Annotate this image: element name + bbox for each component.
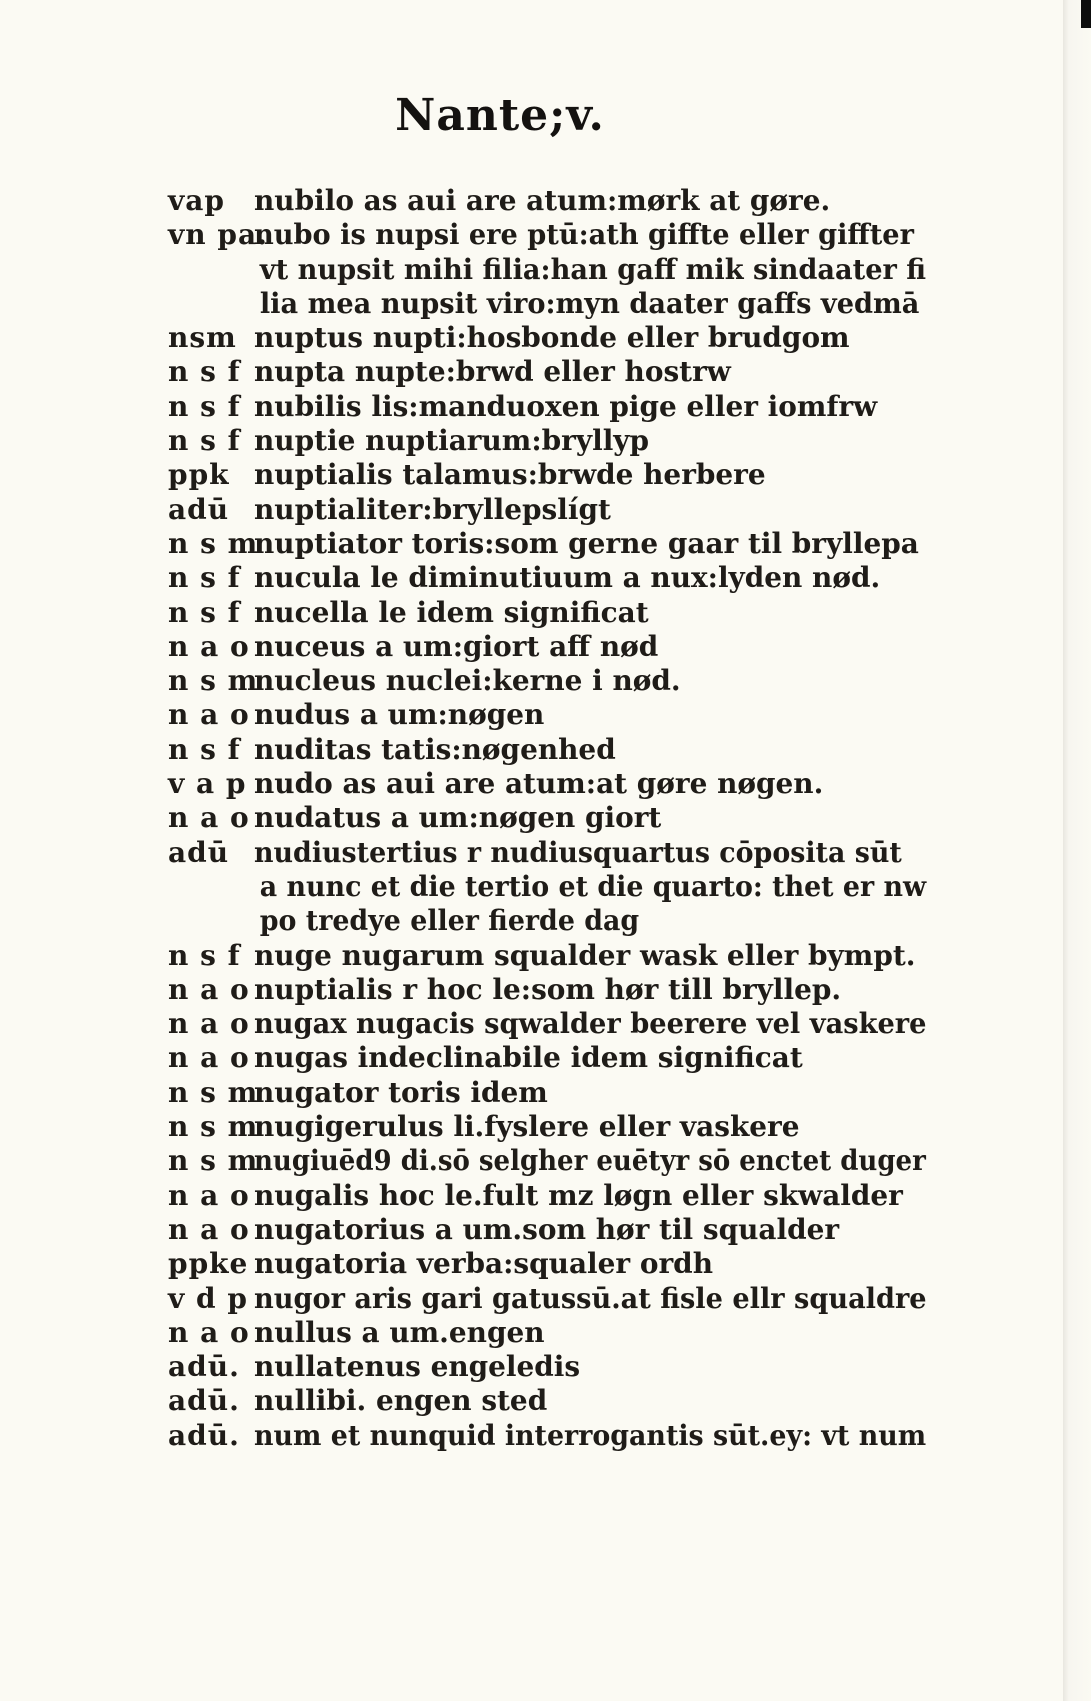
headword-line: nugatoria verba:squaler ordh [254,1247,713,1281]
entry-definition [254,1213,928,1247]
dictionary-entry [168,390,928,424]
entry-definition [254,698,928,732]
scanner-edge-mark [1081,0,1091,28]
headword-line: nuptialiter:bryllepslígt [254,492,611,526]
headword-line: nugator toris idem [254,1075,548,1109]
page-heading: Nante;v. [395,90,605,141]
entry-definition [254,1110,928,1144]
grammar-abbreviation: ppk [168,458,230,492]
dictionary-entry [168,1384,928,1418]
headword-line: nugatorius a um.som hør til squalder [254,1212,840,1246]
dictionary-entry [168,1213,928,1247]
entry-definition [254,1316,928,1350]
headword-line: nuge nugarum squalder wask eller bympt. [254,938,916,972]
grammar-abbreviation: n a o [168,1041,250,1075]
entry-definition [254,458,928,492]
headword-line: nuptiator toris:som gerne gaar til bryllepa [254,526,919,560]
entry-definition [254,1384,928,1418]
entry-definition [254,493,928,527]
dictionary-entry [168,1247,928,1281]
headword-line: nuptialis talamus:brwde herbere [254,458,766,492]
grammar-abbreviation: n s m [168,664,259,698]
grammar-abbreviation: n s m [168,1075,259,1109]
dictionary-entry [168,596,928,630]
dictionary-entry [168,973,928,1007]
grammar-abbreviation: n s m [168,1110,259,1144]
dictionary-entry [168,836,928,939]
headword-line: nugor aris gari gatussū.at fisle ellr squaldre [254,1281,927,1315]
headword-line: nullus a um.engen [254,1315,545,1349]
grammar-abbreviation: n s m [168,526,259,560]
dictionary-entries [168,184,928,1453]
headword-line: nucleus nuclei:kerne i nød. [254,664,681,698]
headword-line: nugax nugacis sqwalder beerere vel vaskere [254,1007,927,1041]
dictionary-entry [168,184,928,218]
headword-line: nullatenus engeledis [254,1350,581,1384]
grammar-abbreviation: adū [168,492,230,526]
dictionary-entry [168,767,928,801]
headword-line: nuditas tatis:nøgenhed [254,732,616,766]
dictionary-entry [168,1076,928,1110]
grammar-abbreviation: n a o [168,1315,250,1349]
grammar-abbreviation: n s f [168,389,241,423]
headword-line: nuceus a um:giort aff nød [254,629,659,663]
entry-definition [254,424,928,458]
headword-line: nuptialis r hoc le:som hør till bryllep. [254,972,842,1006]
entry-definition [254,321,928,355]
dictionary-entry [168,1110,928,1144]
grammar-abbreviation: n a o [168,801,250,835]
headword-line: nucella le idem significat [254,595,649,629]
headword-line: nucula le diminutiuum a nux:lyden nød. [254,561,881,595]
entry-definition [254,664,928,698]
headword-line: nudatus a um:nøgen giort [254,801,662,835]
entry-definition [254,1419,955,1453]
headword-line: nubo is nupsi ere ptū:ath giffte eller giffter [254,218,914,252]
grammar-abbreviation: n s f [168,732,241,766]
grammar-abbreviation: adū. [168,1350,240,1384]
continuation-line: vt nupsit mihi filia:han gaff mik sindaater fi [259,252,927,286]
headword-line: nudus a um:nøgen [254,698,545,732]
entry-definition [254,1350,928,1384]
entry-definition [254,767,928,801]
entry-definition [254,1041,928,1075]
entry-definition [254,561,928,595]
dictionary-entry [168,1179,928,1213]
grammar-abbreviation: adū [168,835,230,869]
entry-definition [254,1179,928,1213]
grammar-abbreviation: nsm [168,321,237,355]
headword-line: nudo as aui are atum:at gøre nøgen. [254,767,824,801]
grammar-abbreviation: ppke [168,1247,249,1281]
headword-line: nugigerulus li.fyslere eller vaskere [254,1110,800,1144]
headword-line: nudiustertius r nudiusquartus cōposita sūt [254,835,902,869]
entry-definition [254,1282,947,1316]
dictionary-entry [168,527,928,561]
headword-line: nubilo as aui are atum:mørk at gøre. [254,184,831,217]
grammar-abbreviation: n a o [168,1007,250,1041]
entry-definition [254,218,946,321]
dictionary-entry [168,458,928,492]
grammar-abbreviation: vap [168,184,225,217]
dictionary-entry [168,321,928,355]
entry-definition [254,801,928,835]
dictionary-entry [168,1007,928,1041]
grammar-abbreviation: v a p [168,767,247,801]
entry-definition [254,1247,928,1281]
page-edge-shadow [1063,0,1091,1701]
grammar-abbreviation: n a o [168,1212,250,1246]
entry-definition [254,630,928,664]
entry-definition [254,527,928,561]
headword-line: nuptus nupti:hosbonde eller brudgom [254,321,850,355]
entry-definition [254,733,928,767]
entry-definition [254,939,928,973]
dictionary-entry [168,698,928,732]
dictionary-entry [168,1316,928,1350]
dictionary-entry [168,801,928,835]
headword-line: nugalis hoc le.fult mz løgn eller skwalder [254,1178,903,1212]
headword-line: num et nunquid interrogantis sūt.ey: vt num [254,1418,927,1452]
dictionary-entry [168,1144,928,1178]
dictionary-entry [168,733,928,767]
entry-definition [254,390,928,424]
grammar-abbreviation: n s f [168,424,241,458]
headword-line: nullibi. engen sted [254,1384,548,1418]
dictionary-entry [168,630,928,664]
entry-definition [254,184,928,218]
dictionary-entry [168,664,928,698]
grammar-abbreviation: adū. [168,1418,240,1452]
grammar-abbreviation: n s f [168,561,241,595]
entry-definition [254,1144,977,1178]
grammar-abbreviation: n a o [168,1178,250,1212]
grammar-abbreviation: n a o [168,629,250,663]
grammar-abbreviation: n a o [168,972,250,1006]
entry-definition [254,1007,945,1041]
headword-line: nugas indeclinabile idem significat [254,1041,803,1075]
dictionary-entry [168,939,928,973]
dictionary-entry [168,1419,928,1453]
entry-definition [254,1076,928,1110]
grammar-abbreviation: n s f [168,938,241,972]
entry-definition [254,355,928,389]
dictionary-entry [168,493,928,527]
grammar-abbreviation: v d p [168,1281,248,1315]
headword-line: nuptie nuptiarum:bryllyp [254,424,650,458]
entry-definition [254,596,928,630]
dictionary-entry [168,1041,928,1075]
continuation-line: po tredye eller fierde dag [259,904,640,938]
dictionary-entry [168,218,928,321]
grammar-abbreviation: vn pa. [168,218,268,252]
headword-line: nupta nupte:brwd eller hostrw [254,355,731,389]
grammar-abbreviation: n a o [168,698,250,732]
headword-line: nubilis lis:manduoxen pige eller iomfrw [254,389,878,423]
dictionary-entry [168,424,928,458]
entry-definition [254,973,928,1007]
dictionary-entry [168,1282,928,1316]
dictionary-entry [168,355,928,389]
grammar-abbreviation: n s f [168,595,241,629]
grammar-abbreviation: adū. [168,1384,240,1418]
grammar-abbreviation: n s f [168,355,241,389]
continuation-line: lia mea nupsit viro:myn daater gaffs vedmā [259,286,920,320]
continuation-line: a nunc et die tertio et die quarto: thet er nw [259,869,927,903]
dictionary-entry [168,561,928,595]
headword-line: nugiuēd9 di.sō selgher euētyr sō enctet duger [254,1144,926,1178]
dictionary-entry [168,1350,928,1384]
entry-definition [254,836,955,939]
grammar-abbreviation: n s m [168,1144,259,1178]
